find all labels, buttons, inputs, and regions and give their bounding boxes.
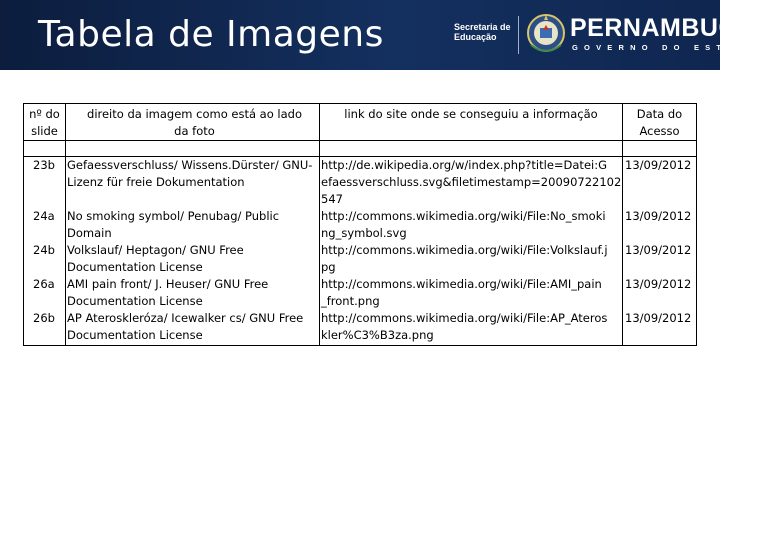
slide-number: 24a bbox=[33, 209, 55, 223]
link-text: efaessverschluss.svg&filetimestamp=20090722102 bbox=[321, 175, 622, 189]
access-date: 13/09/2012 bbox=[625, 209, 692, 223]
rights-text: Domain bbox=[67, 226, 112, 240]
header-banner bbox=[0, 0, 762, 70]
rights-text: Documentation License bbox=[67, 328, 203, 342]
link-text: http://commons.wikimedia.org/wiki/File:AP_Ateros bbox=[321, 311, 608, 325]
link-text: kler%C3%B3za.png bbox=[321, 328, 434, 342]
rights-text: AP Ateroskleróza/ Icewalker cs/ GNU Free bbox=[67, 311, 304, 325]
brand-subtitle: GOVERNO DO ESTADO bbox=[572, 43, 762, 52]
access-date: 13/09/2012 bbox=[625, 243, 692, 257]
rights-text: Volkslauf/ Heptagon/ GNU Free bbox=[67, 243, 244, 257]
image-table bbox=[23, 103, 697, 346]
link-text: http://de.wikipedia.org/w/index.php?title=Datei:G bbox=[321, 158, 608, 172]
spacer-cell bbox=[623, 141, 697, 157]
header-cell-rights: direito da imagem como está ao lado da foto bbox=[66, 104, 320, 141]
rights-text: Documentation License bbox=[67, 260, 203, 274]
page-title: Tabela de Imagens bbox=[38, 14, 384, 55]
rights-text: AMI pain front/ J. Heuser/ GNU Free bbox=[67, 277, 269, 291]
rights-text: Gefaessverschluss/ Wissens.Dürster/ GNU- bbox=[67, 158, 313, 172]
access-date: 13/09/2012 bbox=[625, 311, 692, 325]
rights-text: Lizenz für freie Dokumentation bbox=[67, 175, 245, 189]
link-text: pg bbox=[321, 260, 336, 274]
access-date: 13/09/2012 bbox=[625, 158, 692, 172]
slide-number: 26a bbox=[33, 277, 55, 291]
slide-number: 26b bbox=[33, 311, 55, 325]
brand-name: PERNAMBUCO bbox=[570, 14, 757, 42]
link-text: http://commons.wikimedia.org/wiki/File:No_smoki bbox=[321, 209, 606, 223]
header-cell-link: link do site onde se conseguiu a informação bbox=[320, 104, 623, 141]
link-text: ng_symbol.svg bbox=[321, 226, 407, 240]
secretaria-label: Secretaria de Educação bbox=[454, 22, 511, 42]
rights-text: Documentation License bbox=[67, 294, 203, 308]
spacer-cell bbox=[66, 141, 320, 157]
slide-number: 24b bbox=[33, 243, 55, 257]
header-divider bbox=[518, 16, 519, 54]
spacer-cell bbox=[24, 141, 66, 157]
state-seal-icon bbox=[525, 11, 567, 57]
rights-text: No smoking symbol/ Penubag/ Public bbox=[67, 209, 280, 223]
slide-number: 23b bbox=[33, 158, 55, 172]
link-text: 547 bbox=[321, 192, 343, 206]
link-text: _front.png bbox=[321, 294, 380, 308]
access-date: 13/09/2012 bbox=[625, 277, 692, 291]
spacer-cell bbox=[320, 141, 623, 157]
header-cell-date: Data do Acesso bbox=[623, 104, 697, 141]
link-text: http://commons.wikimedia.org/wiki/File:AMI_pain bbox=[321, 277, 602, 291]
link-text: http://commons.wikimedia.org/wiki/File:Volkslauf.j bbox=[321, 243, 608, 257]
header-cell-slide: nº do slide bbox=[24, 104, 66, 141]
